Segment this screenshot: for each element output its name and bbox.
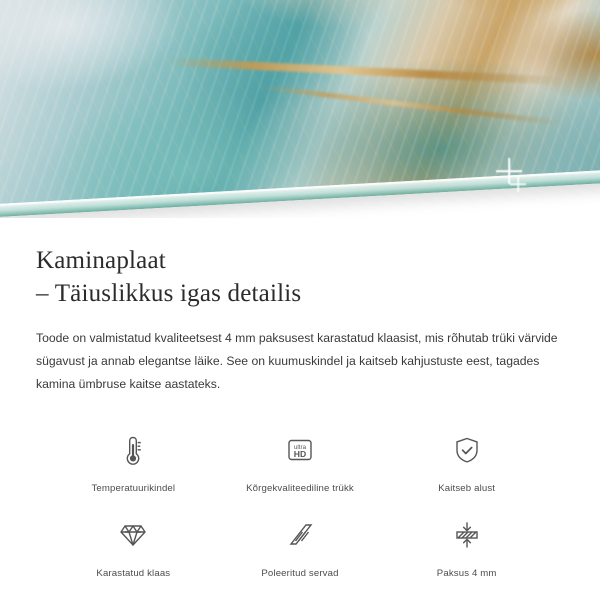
feature-item-tempered-glass bbox=[50, 512, 217, 579]
feature-label: Poleeritud servad bbox=[261, 567, 339, 579]
ultra-hd-icon bbox=[277, 427, 323, 473]
shield-check-icon bbox=[444, 427, 490, 473]
feature-label: Paksus 4 mm bbox=[436, 567, 497, 579]
thermometer-icon bbox=[110, 427, 156, 473]
svg-text:HD: HD bbox=[293, 448, 307, 459]
feature-item-thickness bbox=[383, 512, 550, 579]
svg-text:ultra: ultra bbox=[293, 443, 307, 451]
feature-label: Kaitseb alust bbox=[438, 482, 496, 494]
content-area bbox=[0, 218, 600, 579]
product-description: Toode on valmistatud kvaliteetsest 4 mm paksusest karastatud klaasist, mis rõhutab trüki värvide sügavust ja annab elegantse läike. See on kuumuskindel ja kaitseb kahjustuste eest, tagades kamina ümbruse kaitse aastateks. bbox=[36, 330, 558, 392]
feature-item-surface-protection bbox=[383, 427, 550, 494]
polished-edges-icon bbox=[277, 512, 323, 558]
feature-item-polished-edges bbox=[217, 512, 384, 579]
feature-item-temperature bbox=[50, 427, 217, 494]
page-title bbox=[36, 244, 564, 311]
feature-label: Temperatuurikindel bbox=[91, 482, 176, 494]
feature-label: Karastatud klaas bbox=[96, 567, 171, 579]
hero-image bbox=[0, 0, 600, 218]
page-title-line-2: – Täiuslikkus igas detailis bbox=[36, 280, 302, 308]
feature-label: Kõrgekvaliteediline trükk bbox=[246, 482, 354, 494]
diamond-icon bbox=[110, 512, 156, 558]
page-title-line-1: Kaminaplaat bbox=[36, 247, 166, 274]
thickness-icon bbox=[444, 512, 490, 558]
feature-item-print-quality bbox=[217, 427, 384, 494]
feature-grid bbox=[36, 427, 564, 579]
glass-panel-photo bbox=[0, 0, 600, 218]
